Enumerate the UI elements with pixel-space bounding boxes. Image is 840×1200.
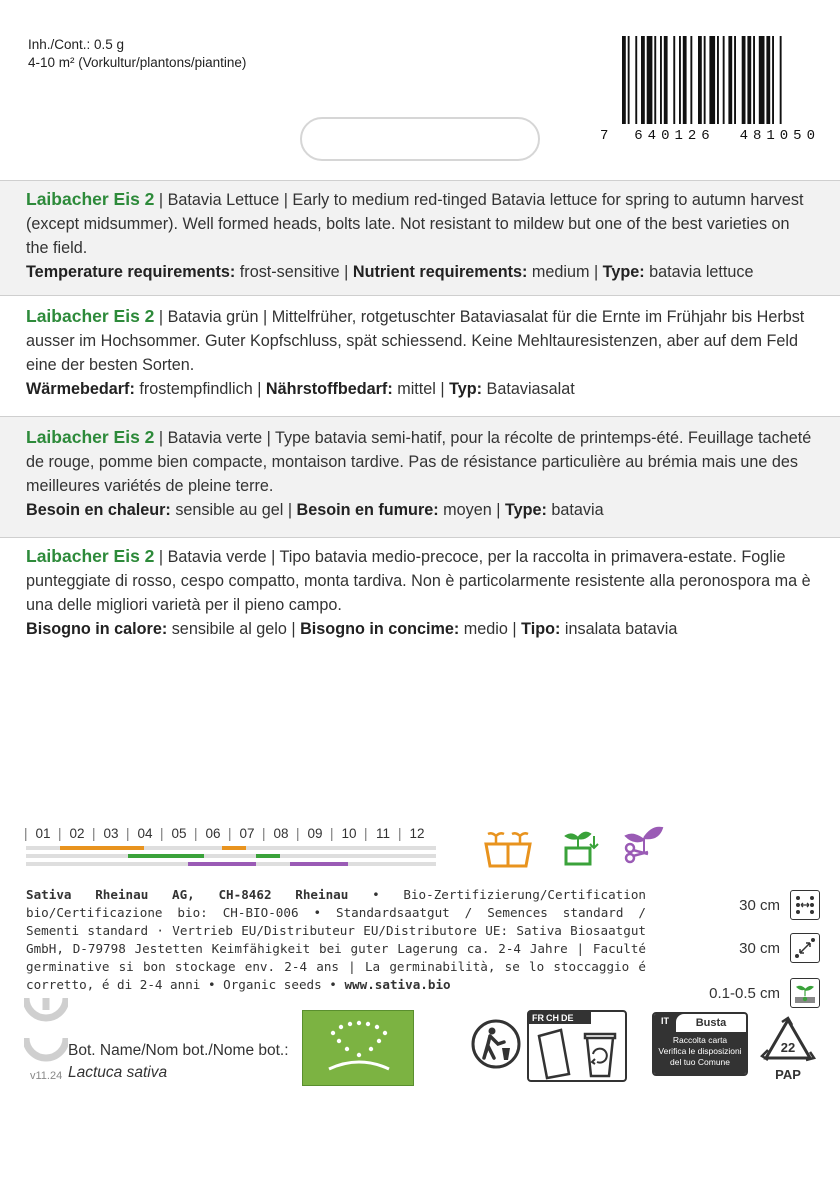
barcode-bar xyxy=(673,36,675,124)
type-label: Type: xyxy=(602,263,645,281)
month-label: | 01 xyxy=(26,826,60,841)
barcode-bar xyxy=(664,36,668,124)
website-link[interactable]: www.sativa.bio xyxy=(344,977,451,992)
paper-bin-icon xyxy=(529,1024,625,1080)
barcode-bar xyxy=(709,36,715,124)
paper-recycling-box xyxy=(527,1010,627,1082)
month-label: | 07 xyxy=(230,826,264,841)
description-text: | Batavia grün | Mittelfrüher, rotgetuschter Bataviasalat für die Ernte im Frühjahr bis Herbst ausser im Hochsommer. Guter Kopfschluss, spät schiessend. Keine Mehltauresistenzen, aber auf dem Feld eine der besten Sorten. xyxy=(26,308,805,374)
month-label: | 11 xyxy=(366,826,400,841)
pap-recycling-symbol xyxy=(758,1016,818,1080)
busta-line: del tuo Comune xyxy=(669,1057,730,1067)
type-label: Type: xyxy=(504,501,547,519)
barcode-bar xyxy=(734,36,736,124)
variety-name: Laibacher Eis 2 xyxy=(26,189,155,209)
barcode-bar xyxy=(690,36,692,124)
barcode-bar xyxy=(647,36,653,124)
variety-name: Laibacher Eis 2 xyxy=(26,546,155,566)
barcode-bar xyxy=(766,36,770,124)
barcode-bar xyxy=(780,36,782,124)
month-label: | 04 xyxy=(128,826,162,841)
version-label: v11.24 xyxy=(30,1070,63,1082)
barcode-bars xyxy=(620,36,820,126)
barcode-bar xyxy=(641,36,645,124)
sowing-period-bar xyxy=(60,846,144,850)
temperature-label: Besoin en chaleur: xyxy=(26,501,171,519)
barcode-bar xyxy=(704,36,706,124)
sowing-trays-icon xyxy=(482,828,534,868)
type-value: batavia lettuce xyxy=(644,263,754,281)
type-label: Tipo: xyxy=(521,620,561,638)
harvest-period-bar xyxy=(188,862,256,866)
barcode-bar xyxy=(683,36,687,124)
barcode-bar xyxy=(747,36,751,124)
harvest-period-bar xyxy=(290,862,348,866)
nutrient-value: medio | xyxy=(459,620,522,638)
barcode-bar xyxy=(635,36,637,124)
plant-distance-value: 30 cm xyxy=(739,939,780,957)
barcode xyxy=(600,36,820,146)
month-label: | 08 xyxy=(264,826,298,841)
tidyman-recycle-icon xyxy=(470,1018,522,1070)
plant-distance xyxy=(739,933,820,963)
barcode-bar xyxy=(717,36,719,124)
temperature-label: Bisogno in calore: xyxy=(26,620,168,638)
planting-period-bar xyxy=(128,854,204,858)
sowing-period-bar xyxy=(222,846,246,850)
barcode-bar xyxy=(622,36,626,124)
month-label: | 12 xyxy=(400,826,434,841)
month-label: | 02 xyxy=(60,826,94,841)
eu-organic-logo xyxy=(302,1010,414,1086)
content-info xyxy=(28,36,246,72)
barcode-bar xyxy=(698,36,702,124)
busta-line: Raccolta carta xyxy=(672,1035,728,1045)
country-tags xyxy=(529,1012,591,1024)
barcode-group-2: 481050 xyxy=(739,128,820,144)
month-label: | 10 xyxy=(332,826,366,841)
row-distance-icon xyxy=(790,890,820,920)
variety-name: Laibacher Eis 2 xyxy=(26,427,155,447)
nutrient-label: Bisogno in concime: xyxy=(300,620,460,638)
description-german xyxy=(0,296,840,416)
description-text: | Batavia Lettuce | Early to medium red-tinged Batavia lettuce for spring to autumn harvest (except midsummer). Well formed heads, bolts late. Not resistant to mildew but one of the best varieties on the field. xyxy=(26,191,804,257)
description-english xyxy=(0,181,840,295)
barcode-bar xyxy=(723,36,725,124)
country-tag: CH xyxy=(546,1013,559,1023)
barcode-bar xyxy=(753,36,755,124)
company-address: Sativa Rheinau AG, CH-8462 Rheinau xyxy=(26,887,349,902)
type-value: batavia xyxy=(546,501,604,519)
content-weight: Inh./Cont.: 0.5 g xyxy=(28,37,125,52)
nutrient-value: mittel | xyxy=(392,380,450,398)
eu-organic-leaf-icon xyxy=(303,1011,413,1085)
sowing-depth xyxy=(709,978,820,1008)
certification-text: • Bio-Zertifizierung/Certification bio/Certificazione bio: CH-BIO-006 • Standardsaatgut / Semences standard / Sementi standard · Vertrieb EU/Distributeur EU/Distributore UE: Sativa Biosaatgut GmbH, D-79798 Jestetten Keimfähigkeit bei guter Lagerung ca. 2-4 Jahre | Faculté germinative si bon stockage env. 2-4 ans | La germinabilità, se lo stoccaggio é corretto, é di 2-4 anni • Organic seeds • xyxy=(26,887,646,992)
nutrient-label: Nährstoffbedarf: xyxy=(265,380,393,398)
italy-recycling-label xyxy=(652,1012,748,1076)
barcode-bar xyxy=(628,36,630,124)
sowing-depth-value: 0.1-0.5 cm xyxy=(709,984,780,1002)
type-label: Typ: xyxy=(449,380,483,398)
busta-title: Busta xyxy=(676,1014,746,1032)
type-value: Bataviasalat xyxy=(482,380,575,398)
sowing-area: 4-10 m² (Vorkultur/plantons/piantine) xyxy=(28,55,247,70)
hang-hole xyxy=(300,117,540,161)
barcode-bar xyxy=(728,36,732,124)
pap-label: PAP xyxy=(775,1067,801,1082)
description-text: | Batavia verde | Tipo batavia medio-precoce, per la raccolta in primavera-estate. Foglie punteggiate di rosso, cespo compatto, monta tardiva. Non è particolarmente resistente alla peronospora ma è una delle migliori varietà per il pieno campo. xyxy=(26,548,811,614)
calendar-months xyxy=(26,826,436,841)
barcode-bar xyxy=(759,36,765,124)
nutrient-value: medium | xyxy=(527,263,603,281)
variety-name: Laibacher Eis 2 xyxy=(26,306,155,326)
temperature-label: Temperature requirements: xyxy=(26,263,236,281)
month-label: | 06 xyxy=(196,826,230,841)
calendar-track xyxy=(26,854,436,858)
barcode-number xyxy=(600,128,820,144)
barcode-bar xyxy=(654,36,656,124)
planting-period-bar xyxy=(256,854,280,858)
barcode-bar xyxy=(660,36,662,124)
type-value: insalata batavia xyxy=(560,620,678,638)
temperature-value: frostempfindlich | xyxy=(134,380,266,398)
temperature-label: Wärmebedarf: xyxy=(26,380,135,398)
barcode-bar xyxy=(772,36,774,124)
temperature-value: frost-sensitive | xyxy=(235,263,353,281)
country-tag: DE xyxy=(561,1013,574,1023)
barcode-bar xyxy=(679,36,681,124)
italy-tag: IT xyxy=(661,1016,669,1026)
month-label: | 09 xyxy=(298,826,332,841)
legal-information xyxy=(26,886,646,994)
sowing-depth-icon xyxy=(790,978,820,1008)
nutrient-label: Nutrient requirements: xyxy=(352,263,528,281)
busta-line: Verifica le disposizioni xyxy=(658,1046,742,1056)
calendar-bars xyxy=(26,844,436,868)
planting-icon xyxy=(560,826,600,868)
busta-instructions xyxy=(654,1032,746,1076)
nutrient-label: Besoin en fumure: xyxy=(296,501,439,519)
row-distance xyxy=(739,890,820,920)
barcode-group-1: 640126 xyxy=(634,128,715,144)
nutrient-value: moyen | xyxy=(438,501,505,519)
latin-name: Lactuca sativa xyxy=(68,1064,168,1081)
temperature-value: sensible au gel | xyxy=(170,501,297,519)
row-distance-value: 30 cm xyxy=(739,896,780,914)
barcode-bar xyxy=(742,36,746,124)
tear-notch-icon xyxy=(24,1036,68,1066)
sowing-calendar xyxy=(26,826,436,868)
month-label: | 03 xyxy=(94,826,128,841)
pap-number: 22 xyxy=(780,1040,796,1055)
country-tag: FR xyxy=(532,1013,544,1023)
botanical-name-label: Bot. Name/Nom bot./Nome bot.: xyxy=(68,1042,289,1059)
description-french xyxy=(0,417,840,537)
description-text: | Batavia verte | Type batavia semi-hatif, pour la récolte de printemps-été. Feuillage tacheté de rouge, pomme bien compacte, montaison tardive. Pas de résistance particulière au brémia mais une des meilleures variétés de pleine terre. xyxy=(26,429,812,495)
harvest-icon xyxy=(622,824,666,868)
tear-notch-icon xyxy=(24,996,68,1026)
description-italian xyxy=(0,538,840,658)
barcode-prefix: 7 xyxy=(600,128,610,144)
recycle-triangle-icon xyxy=(758,1016,818,1064)
plant-distance-icon xyxy=(790,933,820,963)
botanical-name xyxy=(68,1040,289,1084)
month-label: | 05 xyxy=(162,826,196,841)
temperature-value: sensibile al gelo | xyxy=(167,620,301,638)
